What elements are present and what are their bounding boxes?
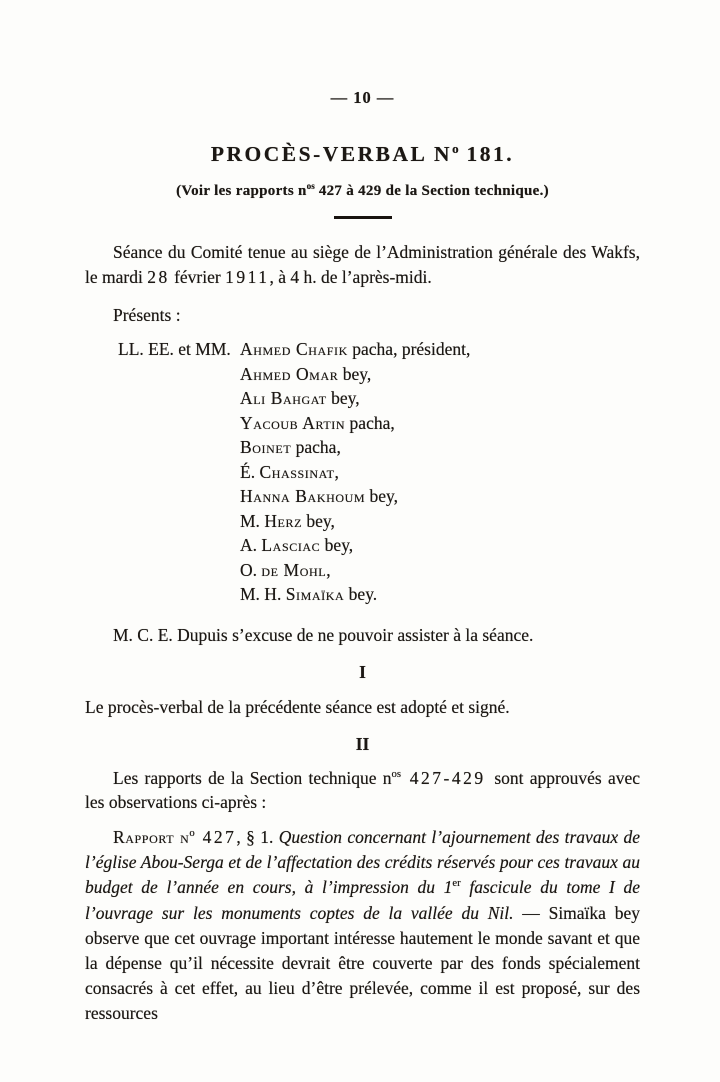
attendee-title: bey. [344, 584, 378, 605]
attendee-prefix: M. [240, 510, 265, 531]
section-heading-2: II [355, 733, 370, 754]
intro-text-3: , à 4 h. de l’après-midi. [269, 267, 432, 288]
attendee-row [85, 362, 640, 387]
rapport-subject-italic-tail: fascicule du tome I de l’ouvrage sur les monuments coptes de la vallée du Nil. [85, 877, 640, 923]
intro-day-number: 28 [147, 267, 170, 288]
intro-text-2: février [169, 267, 226, 288]
rapport-label-tail: , § 1. [236, 826, 279, 847]
attendee-title: pacha, président, [347, 339, 471, 360]
rapport-paragraph [85, 825, 640, 1027]
attendee-name [240, 535, 353, 555]
section-1-body: Le procès-verbal de la précédente séance est adopté et signé. [85, 696, 510, 717]
attendee-name [240, 584, 377, 604]
intro-paragraph [85, 240, 640, 290]
subtitle-text: (Voir les rapports n [176, 183, 307, 200]
attendee-name [240, 462, 339, 482]
attendee-smallcaps-name: Ahmed Omar [240, 363, 339, 384]
presents-label: Présents : [113, 305, 181, 326]
title-number: 181. [458, 142, 515, 166]
section-2-body [85, 766, 640, 815]
attendee-name [240, 437, 341, 457]
subtitle-text-tail: 427 à 429 de la Section technique.) [314, 183, 549, 200]
rapport-number: 427 [194, 826, 237, 847]
attendee-title: bey, [365, 486, 399, 507]
attendee-prefix: O. [240, 559, 262, 580]
excuse-line: M. C. E. Dupuis s’excuse de ne pouvoir assister à la séance. [113, 624, 534, 645]
attendee-row [85, 460, 640, 485]
section-heading-1: I [359, 661, 366, 682]
document-subtitle [85, 181, 640, 201]
document-title [85, 141, 640, 167]
intro-year-number: 1911 [225, 267, 270, 288]
attendee-smallcaps-name: Simaïka [285, 584, 345, 605]
attendees-honorific-label: LL. EE. et MM. [118, 339, 231, 360]
attendee-smallcaps-name: de Mohl [261, 559, 327, 580]
attendee-row [85, 484, 640, 509]
rapport-discussion-text: — Simaïka bey observe que cet ouvrage important intéresse hautement le monde savant et que la dépense qu’il nécessite devrait être couverte par des fonds spécialement consacrés à cet effet, au lieu d’être prélevée, comme il est proposé, sur des ressources [85, 902, 640, 1024]
attendee-prefix: A. [240, 535, 262, 556]
attendee-row [85, 533, 640, 558]
section-2-superscript: os [391, 768, 402, 781]
subtitle-superscript: os [306, 181, 315, 192]
rapport-label-superscript: o [189, 827, 195, 840]
attendee-smallcaps-name: Ahmed Chafik [240, 339, 348, 360]
attendee-title: pacha, [291, 437, 341, 458]
title-superscript: o [452, 140, 459, 156]
section-2-text: Les rapports de la Section technique n [113, 767, 392, 788]
attendee-title: , [334, 461, 339, 482]
attendee-prefix: M. H. [240, 584, 286, 605]
attendee-row [85, 337, 640, 362]
attendee-title: bey, [320, 535, 354, 556]
attendee-title: , [326, 559, 331, 580]
rapport-label: Rapport n [113, 826, 190, 847]
intro-text: Séance du Comité tenue au siège de l’Administration générale des Wakfs, le mardi [85, 242, 640, 288]
attendee-name [240, 388, 360, 408]
attendee-row [85, 558, 640, 583]
attendee-smallcaps-name: Herz [264, 510, 303, 531]
attendee-row [85, 411, 640, 436]
separator-rule [334, 216, 392, 219]
section-2-text-tail: sont approuvés avec les observations ci-après : [85, 767, 640, 813]
page-number: — 10 — [330, 88, 395, 107]
section-2-report-numbers: 427-429 [401, 767, 495, 788]
attendees-list [85, 337, 640, 607]
attendee-name [240, 413, 395, 433]
attendee-smallcaps-name: Boinet [240, 437, 292, 458]
attendee-name [240, 511, 335, 531]
attendee-name [240, 339, 470, 359]
attendee-row [85, 509, 640, 534]
attendee-name [240, 364, 371, 384]
attendee-prefix: É. [240, 461, 260, 482]
attendee-smallcaps-name: Chassinat [259, 461, 335, 482]
attendee-name [240, 560, 331, 580]
attendee-row [85, 582, 640, 607]
attendee-title: bey, [338, 363, 372, 384]
rapport-subject-italic: Question concernant l’ajournement des travaux de l’église Abou-Serga et de l’affectation des crédits réservés pour ces travaux au budget de l’année en cours, à l’impression du 1 [85, 826, 640, 898]
attendee-smallcaps-name: Hanna Bakhoum [240, 486, 366, 507]
attendee-name [240, 486, 398, 506]
attendee-title: bey, [326, 388, 360, 409]
attendee-smallcaps-name: Yacoub Artin [240, 412, 346, 433]
attendee-title: bey, [302, 510, 335, 531]
attendee-smallcaps-name: Lasciac [261, 535, 321, 556]
title-text: PROCÈS-VERBAL N [210, 142, 453, 166]
attendee-row [85, 435, 640, 460]
attendee-smallcaps-name: Ali Bahgat [240, 388, 327, 409]
attendee-row [85, 386, 640, 411]
attendee-title: pacha, [345, 412, 395, 433]
rapport-italic-superscript: er [452, 877, 461, 890]
